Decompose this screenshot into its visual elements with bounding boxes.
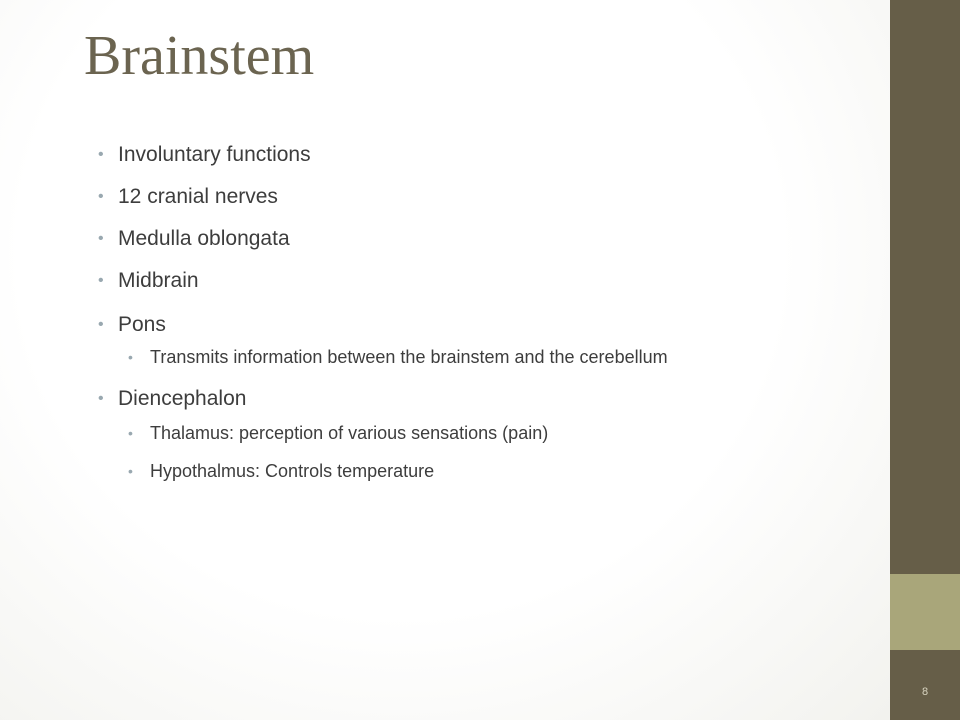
- side-accent-bar: [890, 0, 960, 574]
- sub-bullet-item: • Thalamus: perception of various sensations (pain): [96, 424, 886, 462]
- bullet-item: • Involuntary functions: [96, 138, 886, 180]
- side-accent-block: [890, 574, 960, 650]
- bullet-item: • Midbrain: [96, 264, 886, 306]
- bullet-item: • Medulla oblongata: [96, 222, 886, 264]
- sub-bullet-item: • Transmits information between the brainstem and the cerebellum: [96, 348, 886, 382]
- bullet-list: [96, 138, 886, 500]
- bullet-item: • Pons: [96, 306, 886, 348]
- side-accent-bar-bottom: [890, 650, 960, 720]
- sub-bullet-item: • Hypothalmus: Controls temperature: [96, 462, 886, 500]
- page-number: 8: [921, 686, 929, 698]
- slide-title: Brainstem: [84, 25, 315, 87]
- bullet-item: • Diencephalon: [96, 382, 886, 424]
- bullet-item: • 12 cranial nerves: [96, 180, 886, 222]
